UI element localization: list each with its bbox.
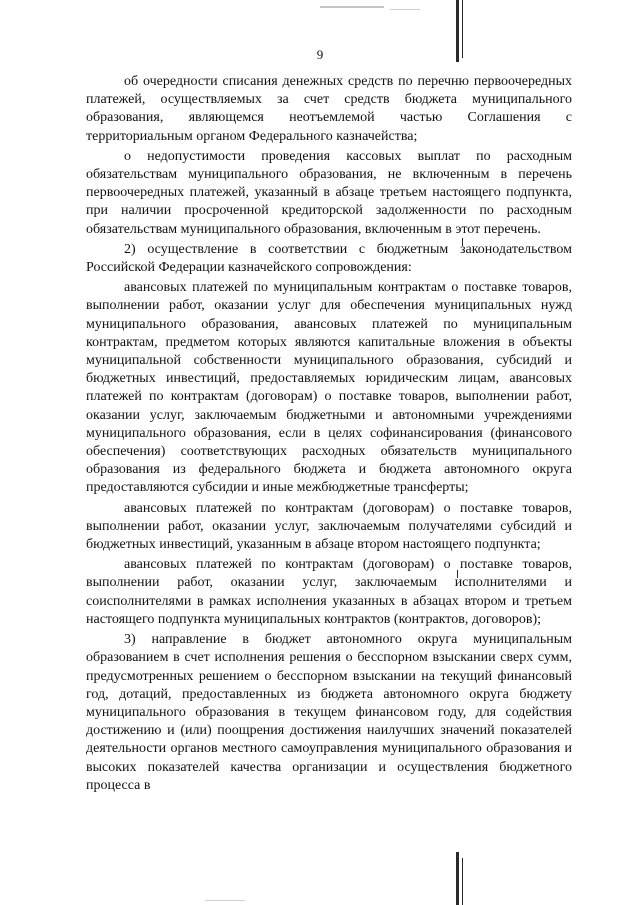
paragraph-priority-payments: об очередности списания денежных средств по перечню первоочередных платежей, осуществляемых за счет средств бюджета муниципального образования, являющемся неотъемлемой частью Соглашения с территориальным органом Федерального казначейства; [86,74,572,144]
paragraph-treasury-support: 2) осуществление в соответствии с бюджетным законодательством Российской Федерации казначейского сопровождения: [86,241,572,276]
paragraph-advance-payments-municipal: авансовых платежей по муниципальным контрактам о поставке товаров, выполнении работ, оказании услуг для обеспечения муниципальных нужд муниципального образования, авансовых платежей по муниципальным контрактам, предметом которых являются капитальные вложения в объекты муниципальной собственности муниципального образования, субсидий и бюджетных инвестиций, предоставляемых юридическим лицам, авансовых платежей по контрактам (договорам) о поставке товаров, выполнении работ, оказании услуг, заключаемым бюджетными и автономными учреждениями муниципального образования, если в целях софинансирования (финансового обеспечения) соответствующих расходных обязательств муниципального образования из федерального бюджета и бюджета автономного округа предоставляются субсидии и иные межбюджетные трансферты; [86,280,572,496]
paragraph-cash-payments-prohibition: о недопустимости проведения кассовых выплат по расходным обязательствам муниципального образования, не включенным в перечень первоочередных платежей, указанный в абзаце третьем настоящего подпункта, при наличии просроченной кредиторской задолженности по расходным обязательствам муниципального образования, включенным в этот перечень. [86,148,572,237]
document-body [86,73,572,795]
page-number: 9 [316,47,324,62]
scan-artifact-bottom-bar [456,852,459,905]
paragraph-advance-payments-subsidies: авансовых платежей по контрактам (договорам) о поставке товаров, выполнении работ, оказании услуг, заключаемым получателями субсидий и бюджетных инвестиций, указанным в абзаце втором настоящего подпункта; [86,500,572,553]
scan-artifact-bottom-noise [205,900,245,901]
paragraph-advance-payments-contractors: авансовых платежей по контрактам (договорам) о поставке товаров, выполнении работ, оказании услуг, заключаемым исполнителями и соисполнителями в рамках исполнения указанных в абзацах втором и третьем настоящего подпункта муниципальных контрактов (контрактов, договоров); [86,557,572,627]
scan-artifact-top-noise [390,9,420,10]
scan-artifact-top-noise [320,6,384,8]
paragraph-budget-transfer: 3) направление в бюджет автономного округа муниципальным образованием в счет исполнения решения о бесспорном взыскании сверх сумм, предусмотренных решением о бесспорном взыскании на текущий финансовый год, дотаций, предоставленных из бюджета автономного округа бюджету муниципального образования в текущем финансовом году, для содействия достижению и (или) поощрения достижения наилучших значений показателей деятельности органов местного самоуправления муниципального образования и высоких показателей качества организации и осуществления бюджетного процесса в [86,632,572,793]
scan-artifact-bottom-bar-thin [462,858,463,905]
